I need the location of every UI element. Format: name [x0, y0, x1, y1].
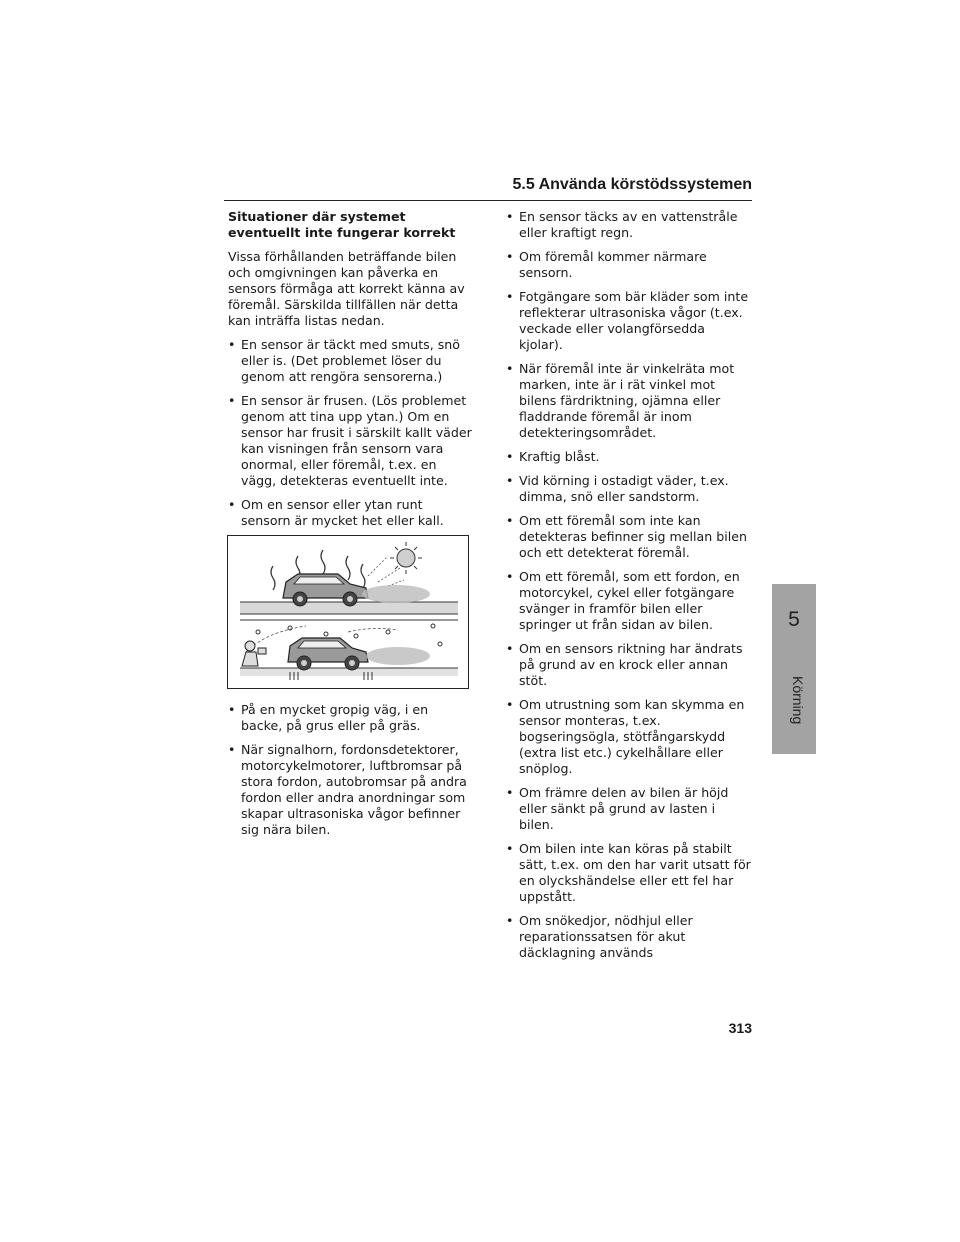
section-title: 5.5 Använda körstödssystemen [512, 176, 752, 193]
right-column [506, 209, 752, 969]
condition-list-top [228, 337, 472, 529]
left-column [228, 209, 472, 537]
snowflake-icon [256, 624, 442, 646]
page-number: 313 [728, 1020, 752, 1036]
condition-list-bottom [228, 702, 472, 838]
car-icon [283, 574, 368, 606]
left-column-continued [228, 702, 472, 846]
chapter-tab [772, 584, 816, 754]
chapter-number: 5 [788, 608, 800, 631]
list-item: • En sensor är frusen. (Lös problemet genom att tina upp ytan.) Om en sensor har frusit i särskilt kallt väder kan visningen från sensorn vara onormal, eller föremål, t.ex. en vägg, detekteras eventuellt inte. [228, 393, 472, 489]
list-item: • En sensor är täckt med smuts, snö eller is. (Det problemet löser du genom att rengöra sensorerna.) [228, 337, 472, 385]
condition-list-right [506, 209, 752, 961]
illustration-sensor-conditions [227, 535, 469, 689]
list-item: • Om ett föremål som inte kan detekteras befinner sig mellan bilen och ett detekterat föremål. [506, 513, 752, 561]
list-item: • På en mycket gropig väg, i en backe, på grus eller på gräs. [228, 702, 472, 734]
sensor-wave-icon [366, 647, 430, 665]
list-item: • Om främre delen av bilen är höjd eller sänkt på grund av lasten i bilen. [506, 785, 752, 833]
list-item: • Om föremål kommer närmare sensorn. [506, 249, 752, 281]
list-item: • Kraftig blåst. [506, 449, 752, 465]
sun-icon [397, 549, 415, 567]
car-icon [288, 638, 368, 670]
list-item: • Fotgängare som bär kläder som inte reflekterar ultrasoniska vågor (t.ex. veckade eller volangförsedda kjolar). [506, 289, 752, 353]
running-header [224, 176, 752, 201]
list-item: • När signalhorn, fordonsdetektorer, motorcykelmotorer, luftbromsar på stora fordon, autobromsar på andra fordon eller andra anordningar som skapar ultrasoniska vågor befinner sig nära bilen. [228, 742, 472, 838]
list-item: • En sensor täcks av en vattenstråle eller kraftigt regn. [506, 209, 752, 241]
list-item: • Vid körning i ostadigt väder, t.ex. dimma, snö eller sandstorm. [506, 473, 752, 505]
section-heading: Situationer där systemet eventuellt inte fungerar korrekt [228, 209, 456, 240]
illustration-drawing [228, 536, 468, 688]
intro-paragraph: Vissa förhållanden beträffande bilen och omgivningen kan påverka en sensors förmåga att korrekt känna av föremål. Särskilda tillfällen när detta kan inträffa listas nedan. [228, 249, 465, 328]
list-item: • Om ett föremål, som ett fordon, en motorcykel, cykel eller fotgängare svänger in framför bilen eller springer ut från sidan av bilen. [506, 569, 752, 633]
list-item: • Om en sensor eller ytan runt sensorn är mycket het eller kall. [228, 497, 472, 529]
list-item: • Om bilen inte kan köras på stabilt sätt, t.ex. om den har varit utsatt för en olyckshändelse eller ett fel har uppstått. [506, 841, 752, 905]
list-item: • När föremål inte är vinkelräta mot marken, inte är i rät vinkel mot bilens färdriktning, ojämna eller fladdrande föremål är inom detekteringsområdet. [506, 361, 752, 441]
chapter-label: Körning [790, 676, 806, 725]
sensor-wave-icon [362, 585, 430, 603]
heat-wave-icon [271, 566, 275, 590]
list-item: • Om utrustning som kan skymma en sensor monteras, t.ex. bogseringsögla, stötfångarskydd (extra list etc.) cykelhållare eller snöplog. [506, 697, 752, 777]
list-item: • Om snökedjor, nödhjul eller reparationssatsen för akut däcklagning används [506, 913, 752, 961]
list-item: • Om en sensors riktning har ändrats på grund av en krock eller annan stöt. [506, 641, 752, 689]
person-icon [242, 641, 266, 666]
